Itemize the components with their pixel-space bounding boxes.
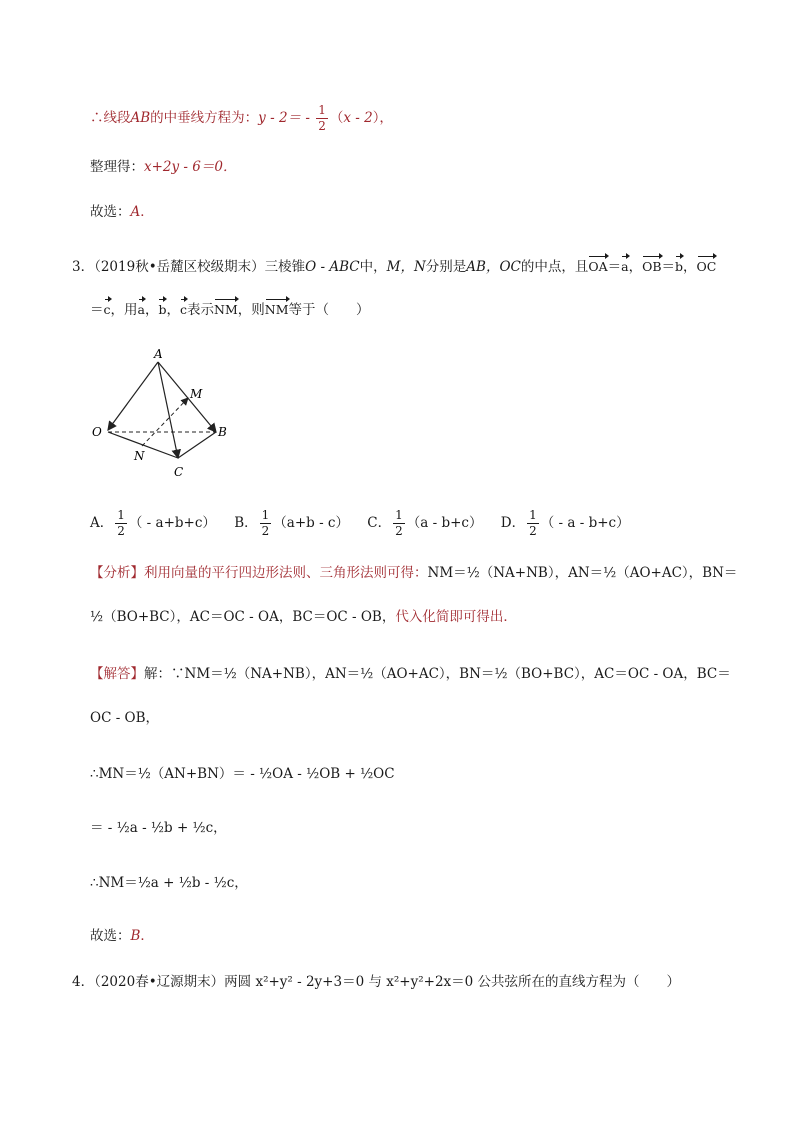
analysis-tag: 【分析】 (90, 565, 144, 581)
edge-CB (178, 432, 216, 458)
text: 故选： (90, 204, 131, 220)
answer-line-1 (90, 202, 154, 222)
solution-line-5: ∴NM＝½a + ½b - ½c， (90, 875, 248, 891)
label-A: A (154, 347, 163, 361)
text: ． (140, 204, 154, 220)
edge-AC (158, 362, 178, 458)
question-3-line-2: ＝c，用a，b，c表示NM，则NM等于（ ） (90, 296, 370, 320)
answer-line-2: 故选：B． (90, 928, 154, 944)
text: ）， (372, 110, 393, 126)
analysis-line-2: ½（BO+BC），AC＝OC - OA，BC＝OC - OB，代入化简即可得出． (90, 609, 517, 625)
text: x - 2 (343, 110, 373, 126)
text: A (130, 204, 141, 220)
option-C[interactable]: C． $\frac{1}{2}$ （a - b+c） (367, 508, 483, 538)
option-B[interactable]: B． $\frac{1}{2}$ （a+b - c） (234, 508, 349, 538)
option-D[interactable]: D． $\frac{1}{2}$ （ - a - b+c） (500, 508, 630, 538)
question-3-line-1: 3．（2019秋•岳麓区校级期末）三棱锥O - ABC中，M，N分别是AB，OC的中点，且OA＝a，OB＝b，OC (72, 253, 716, 277)
text: AB (130, 110, 151, 126)
vector-NM (142, 398, 188, 446)
solution-tag: 【解答】 (90, 666, 144, 682)
label-M: M (190, 387, 203, 401)
fraction: $\frac{1}{2}$ (318, 103, 326, 133)
solution-line-4: ＝ - ½a - ½b + ½c， (90, 820, 227, 836)
text: x+2y - 6＝0． (144, 159, 237, 175)
text: （ (329, 110, 344, 126)
label-C: C (174, 465, 184, 479)
text: y - 2＝ - (258, 110, 315, 126)
text: ∴线段 (90, 110, 131, 126)
label-B: B (218, 425, 227, 439)
edge-AO (108, 362, 158, 430)
answer-options (90, 508, 644, 539)
edge-AB (158, 362, 216, 432)
solution-line-1: 【解答】解：∵NM＝½（NA+NB），AN＝½（AO+AC），BN＝½（BO+BC），AC＝OC - OA，BC＝ (90, 666, 731, 682)
solution-line-3: ∴MN＝½（AN+BN）＝ - ½OA - ½OB + ½OC (90, 766, 395, 782)
analysis-line-1: 【分析】利用向量的平行四边形法则、三角形法则可得：NM＝½（NA+NB），AN＝½（AO+AC），BN＝ (90, 565, 738, 581)
label-N: N (134, 449, 145, 463)
tetrahedron-figure (90, 340, 240, 480)
perpendicular-bisector-line (90, 103, 393, 134)
question-4: 4．（2020春•辽源期末）两圆 x²+y² - 2y+3＝0 与 x²+y²+2x＝0 公共弦所在的直线方程为（ ） (72, 974, 681, 990)
option-A[interactable]: A． $\frac{1}{2}$ （ - a+b+c） (90, 508, 216, 538)
simplified-line (90, 157, 236, 177)
label-O: O (92, 425, 102, 439)
text: 的中垂线方程为： (150, 110, 259, 126)
text: 整理得： (90, 159, 144, 175)
solution-line-2: OC - OB， (90, 710, 160, 726)
